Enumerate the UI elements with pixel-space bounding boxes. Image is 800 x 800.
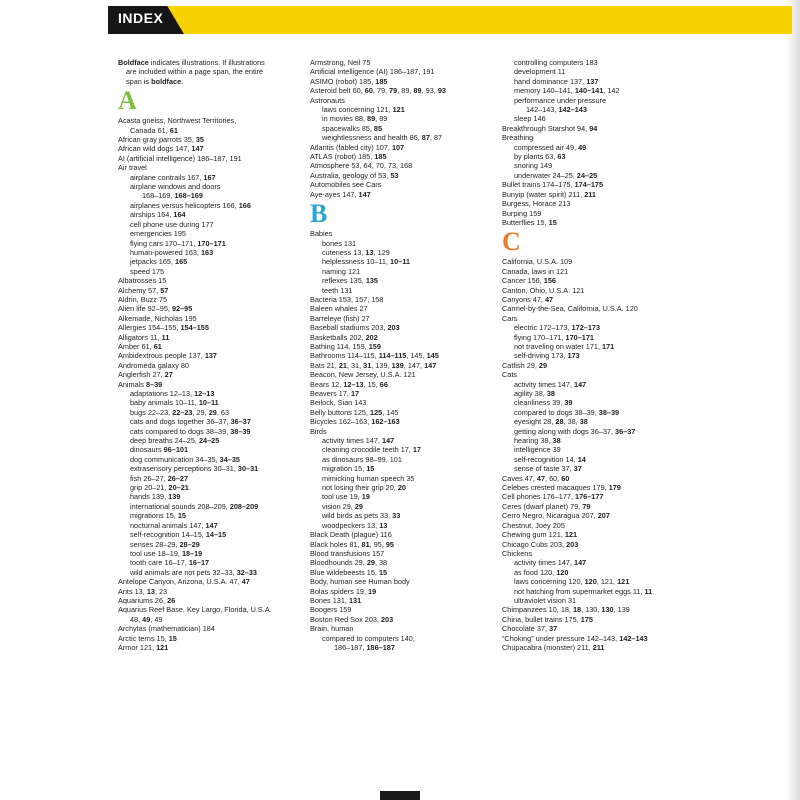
index-entry: Atmosphere 53, 64, 70, 73, 168	[310, 161, 413, 171]
index-subentry: Canada 61, 61	[130, 125, 178, 135]
index-entry: Automobiles see Cars	[310, 180, 382, 190]
index-entry: Allergies 154–155, 154–155	[118, 323, 209, 333]
index-subentry: cats and dogs together 36–37, 36–37	[130, 417, 251, 427]
page-edge-shadow	[786, 0, 800, 800]
index-subentry: by plants 63, 63	[514, 152, 566, 162]
index-entry: AI (artificial intelligence) 186–187, 191	[118, 153, 242, 163]
index-entry: Ants 13, 13, 23	[118, 586, 168, 596]
index-entry: Armstrong, Neil 75	[310, 58, 371, 67]
index-entry: Cars	[502, 313, 518, 323]
index-subentry: sleep 146	[514, 114, 546, 124]
index-entry: Catfish 29, 29	[502, 360, 548, 370]
index-entry: Bathing 114, 159, 159	[310, 341, 381, 351]
index-entry: Asteroid belt 60, 60, 79, 79, 89, 89, 93, 93	[310, 86, 446, 96]
index-subentry: baby animals 10–11, 10–11	[130, 398, 219, 408]
index-entry: California, U.S.A. 109	[502, 257, 573, 267]
index-subentry: self-recognition 14, 14	[514, 454, 586, 464]
index-subentry: agility 38, 38	[514, 389, 555, 398]
index-entry: ATLAS (robot) 185, 185	[310, 152, 387, 162]
index-entry: Bathrooms 114–115, 114–115, 145, 145	[310, 351, 439, 361]
index-subentry: ultraviolet vision 31	[514, 595, 577, 605]
section-letter: A	[118, 86, 137, 116]
index-entry: Chickens	[502, 548, 533, 558]
index-entry: Burping 159	[502, 208, 542, 218]
index-entry: Artificial intelligence (AI) 186–187, 191	[310, 67, 435, 77]
index-subentry: not losing their grip 20, 20	[322, 483, 406, 493]
index-entry: Birds	[310, 426, 327, 436]
index-entry: Celebes crested macaques 179, 179	[502, 483, 621, 493]
index-subentry: naming 121	[322, 266, 361, 276]
index-subentry: bones 131	[322, 238, 357, 248]
index-subentry: migration 15, 15	[322, 464, 375, 474]
index-subentry: jetpacks 165, 165	[130, 257, 188, 267]
index-column-2	[310, 58, 490, 652]
index-entry: Armor 121, 121	[118, 642, 169, 652]
index-subentry: fish 26–27, 26–27	[130, 473, 189, 483]
index-entry: African gray parrots 35, 35	[118, 135, 204, 145]
index-entry: Australia, geology of 53, 53	[310, 170, 399, 180]
index-subentry: teeth 131	[322, 285, 353, 295]
index-subentry: compared to dogs 38–39, 38–39	[514, 407, 620, 417]
index-subentry: underwater 24–25, 24–25	[514, 170, 598, 180]
index-subentry: not traveling on water 171, 171	[514, 341, 615, 351]
index-entry: Bicycles 162–163, 162–163	[310, 417, 400, 427]
index-entry: Butterflies 15, 15	[502, 217, 557, 227]
index-subentry: flying 170–171, 170–171	[514, 332, 594, 342]
index-entry: Bats 21, 21, 31, 31, 139, 139, 147, 147	[310, 360, 437, 370]
index-subentry: emergencies 195	[130, 229, 186, 239]
index-subentry: self-driving 173, 173	[514, 351, 580, 361]
index-subentry: dinosaurs 96–101	[130, 445, 189, 455]
index-entry: Baseball stadiums 203, 203	[310, 323, 400, 333]
index-entry: Caves 47, 47, 60, 60	[502, 473, 570, 483]
index-entry: Ambidextrous people 137, 137	[118, 351, 217, 361]
index-entry: Burgess, Horace 213	[502, 199, 571, 209]
index-subentry: vision 29, 29	[322, 501, 363, 511]
index-entry: Aquariums 26, 26	[118, 595, 176, 605]
index-entry: Air travel	[118, 163, 147, 173]
index-entry: Bolas spiders 19, 19	[310, 586, 377, 596]
index-subentry: activity times 147, 147	[514, 558, 587, 568]
index-entry: Bloodhounds 29, 29, 38	[310, 558, 388, 568]
index-subentry: development 11	[514, 67, 566, 77]
index-entry: African wild dogs 147, 147	[118, 144, 204, 154]
index-entry: Bunyip (water spirit) 211, 211	[502, 189, 596, 199]
index-subentry: tool use 18–19, 18–19	[130, 548, 203, 558]
index-entry: Bears 12, 12–13, 15, 66	[310, 379, 388, 389]
index-subentry: airships 164, 164	[130, 210, 186, 220]
section-letter: B	[310, 199, 328, 229]
index-entry: “Choking” under pressure 142–143, 142–143	[502, 633, 648, 643]
index-entry: Brain, human	[310, 624, 354, 634]
index-subentry: cleanliness 39, 39	[514, 398, 573, 408]
index-entry: Beavers 17, 17	[310, 389, 360, 398]
index-subentry: flying cars 170–171, 170–171	[130, 238, 226, 248]
index-entry: Body, human see Human body	[310, 577, 410, 587]
index-entry: Bacteria 153, 157, 158	[310, 294, 384, 304]
index-subentry: as dinosaurs 98–99, 101	[322, 454, 402, 464]
index-subentry: hearing 38, 38	[514, 436, 561, 446]
index-subentry: eyesight 28, 28, 38, 38	[514, 417, 588, 427]
index-subentry: tooth care 16–17, 16–17	[130, 558, 210, 568]
section-letter: C	[502, 227, 521, 257]
index-subentry: helplessness 10–11, 10–11	[322, 257, 410, 267]
index-entry: Arctic terns 15, 15	[118, 633, 177, 643]
index-subentry: memory 140–141, 140–141, 142	[514, 86, 620, 96]
index-entry: Alligators 11, 11	[118, 332, 170, 342]
index-subentry: mimicking human speech 35	[322, 473, 415, 483]
index-subentry: airplanes versus helicopters 166, 166	[130, 200, 251, 210]
index-subentry: getting along with dogs 36–37, 36–37	[514, 426, 636, 436]
index-subentry: 186–187, 186–187	[334, 642, 395, 652]
index-entry: Breakthrough Starshot 94, 94	[502, 123, 598, 133]
index-entry: Alchemy 57, 57	[118, 285, 169, 295]
index-subentry: extrasensory perceptions 30–31, 30–31	[130, 464, 259, 474]
index-entry: Black Death (plague) 116	[310, 530, 392, 540]
index-subentry: sense of taste 37, 37	[514, 464, 582, 474]
index-entry: Alien life 92–95, 92–95	[118, 304, 193, 314]
header-band	[108, 6, 792, 34]
index-entry: Aye-ayes 147, 147	[310, 189, 371, 199]
index-entry: Breathing	[502, 133, 534, 143]
index-entry: Basketballs 202, 202	[310, 332, 378, 342]
index-subentry: weightlessness and health 86, 87, 87	[322, 133, 443, 143]
index-subentry: not hatching from supermarket eggs 11, 11	[514, 586, 653, 596]
index-subentry: compressed air 49, 49	[514, 142, 587, 152]
index-entry: Bullet trains 174–175, 174–175	[502, 180, 604, 190]
index-entry: Belly buttons 125, 125, 145	[310, 407, 399, 417]
index-subentry: 168–169, 168–169	[142, 191, 203, 201]
index-subentry: tool use 19, 19	[322, 492, 370, 502]
index-entry: Amber 61, 61	[118, 341, 162, 351]
index-subentry: migrations 15, 15	[130, 511, 186, 521]
index-subentry: adaptations 12–13, 12–13	[130, 389, 215, 398]
index-subentry: deep breaths 24–25, 24–25	[130, 436, 220, 446]
index-entry: Archytas (mathematician) 184	[118, 624, 215, 634]
index-entry: Cancer 156, 156	[502, 276, 556, 286]
index-entry: Albatrosses 15	[118, 276, 167, 286]
index-entry: Blood transfusions 157	[310, 548, 385, 558]
index-entry: Animals 8–39	[118, 379, 163, 389]
index-entry: Aquarius Reef Base, Key Largo, Florida, U.S.A.	[118, 605, 272, 615]
page-number-bar	[380, 791, 420, 800]
index-subentry: reflexes 135, 135	[322, 276, 378, 286]
index-entry: China, bullet trains 175, 175	[502, 614, 593, 624]
index-entry: Canton, Ohio, U.S.A. 121	[502, 285, 585, 295]
index-subentry: activity times 147, 147	[322, 436, 395, 446]
index-column-1	[118, 58, 296, 652]
index-subentry: controlling computers 183	[514, 58, 598, 67]
index-subentry: in movies 88, 89, 89	[322, 114, 388, 124]
index-entry: Boston Red Sox 203, 203	[310, 614, 394, 624]
index-entry: Chestnut, Joey 205	[502, 520, 565, 530]
index-entry: Chocolate 37, 37	[502, 624, 558, 634]
index-entry: Cats	[502, 370, 518, 380]
index-subentry: bugs 22–23, 22–23, 29, 29, 63	[130, 407, 230, 417]
index-entry: Carmel-by-the-Sea, California, U.S.A. 120	[502, 304, 638, 314]
index-subentry: airplane contrails 167, 167	[130, 172, 216, 182]
index-subentry: laws concerning 120, 120, 121, 121	[514, 577, 630, 587]
index-entry: Chimpanzees 10, 18, 18, 130, 130, 139	[502, 605, 630, 615]
index-subentry: dog communication 34–35, 34–35	[130, 454, 240, 464]
index-subentry: hand dominance 137, 137	[514, 76, 599, 86]
index-subentry: cleaning crocodile teeth 17, 17	[322, 445, 421, 455]
index-subentry: intelligence 39	[514, 445, 561, 455]
index-entry: Babies	[310, 229, 333, 239]
index-subentry: activity times 147, 147	[514, 379, 587, 389]
index-subentry: laws concerning 121, 121	[322, 105, 405, 115]
index-subentry: airplane windows and doors	[130, 182, 221, 192]
index-subentry: international sounds 208–209, 208–209	[130, 501, 259, 511]
index-entry: Boogers 159	[310, 605, 352, 615]
page-title: INDEX	[118, 10, 164, 26]
index-entry: Barreleye (fish) 27	[310, 313, 370, 323]
index-subentry: self-recognition 14–15, 14–15	[130, 530, 227, 540]
index-entry: Ceres (dwarf planet) 79, 79	[502, 501, 591, 511]
index-entry: Alkemade, Nicholas 195	[118, 313, 197, 323]
index-subentry: compared to computers 140,	[322, 633, 415, 643]
index-entry: Bones 131, 131	[310, 595, 362, 605]
index-entry: Aldrin, Buzz 75	[118, 294, 168, 304]
index-subentry: 142–143, 142–143	[526, 105, 587, 115]
index-subentry: woodpeckers 13, 13	[322, 520, 388, 530]
index-column-3	[502, 58, 682, 652]
index-subentry: hands 139, 139	[130, 492, 181, 502]
index-subentry: nocturnal animals 147, 147	[130, 520, 218, 530]
index-entry: Atlantis (fabled city) 107, 107	[310, 142, 405, 152]
index-entry: Blue wildebeests 15, 15	[310, 567, 388, 577]
index-subentry: wild animals are not pets 32–33, 32–33	[130, 567, 257, 577]
index-intro-note: are included within a page span, the entire	[126, 67, 264, 77]
index-entry: Cell phones 176–177, 176–177	[502, 492, 604, 502]
index-entry: Canyons 47, 47	[502, 294, 554, 304]
index-entry: Chewing gum 121, 121	[502, 530, 578, 540]
index-intro-note: Boldface indicates illustrations. If illustrations	[118, 58, 265, 67]
index-subentry: spacewalks 85, 85	[322, 123, 383, 133]
index-subentry: speed 175	[130, 266, 165, 276]
index-subentry: grip 20–21, 20–21	[130, 483, 189, 493]
index-subentry: performance under pressure	[514, 95, 607, 105]
index-subentry: cuteness 13, 13, 129	[322, 247, 390, 257]
index-subentry: snoring 149	[514, 161, 553, 171]
index-entry: ASIMO (robot) 185, 185	[310, 76, 388, 86]
index-subentry: senses 28–29, 28–29	[130, 539, 200, 549]
index-entry: Anglerfish 27, 27	[118, 370, 173, 380]
index-subentry: wild birds as pets 33, 33	[322, 511, 401, 521]
index-entry: Astronauts	[310, 95, 345, 105]
index-subentry: human-powered 163, 163	[130, 247, 214, 257]
index-entry: Antelope Canyon, Arizona, U.S.A. 47, 47	[118, 577, 250, 587]
index-subentry: as food 120, 120	[514, 567, 569, 577]
index-subentry: electric 172–173, 172–173	[514, 323, 601, 333]
index-entry: Chicago Cubs 203, 203	[502, 539, 579, 549]
index-subentry: cell phone use during 177	[130, 219, 214, 229]
index-entry: Black holes 81, 81, 95, 95	[310, 539, 394, 549]
index-entry: Baleen whales 27	[310, 304, 368, 314]
index-entry: Canada, laws in 121	[502, 266, 569, 276]
index-entry: Beacon, New Jersey, U.S.A. 121	[310, 370, 416, 380]
index-subentry: 48, 49, 49	[130, 614, 163, 624]
index-subentry: cats compared to dogs 38–39, 38–39	[130, 426, 251, 436]
index-entry: Beilock, Sian 143	[310, 398, 367, 408]
index-entry: Cerro Negro, Nicaragua 207, 207	[502, 511, 610, 521]
index-entry: Acasta gneiss, Northwest Territories,	[118, 116, 237, 126]
index-entry: Chupacabra (monster) 211, 211	[502, 642, 605, 652]
index-entry: Andromeda galaxy 80	[118, 360, 189, 370]
index-intro-note: span is boldface.	[126, 76, 184, 86]
